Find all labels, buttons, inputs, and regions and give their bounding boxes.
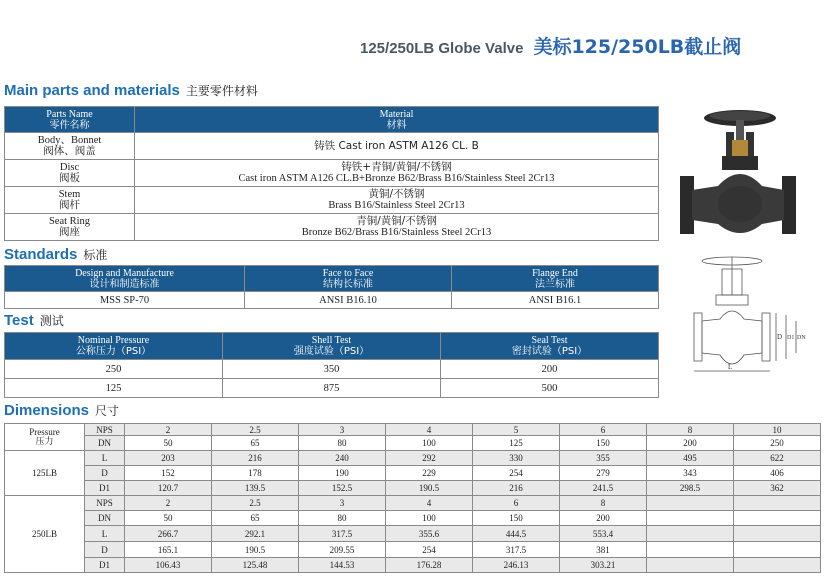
table-row [5, 558, 821, 573]
dim-cell: 2 [125, 424, 212, 436]
dim-cell: 139.5 [212, 481, 299, 496]
dim-cell [734, 542, 821, 558]
materials-header-parts: Parts Name 零件名称 [5, 107, 135, 133]
dim-cell [734, 496, 821, 511]
dim-cell: 80 [299, 436, 386, 451]
dim-cell: 4 [386, 424, 473, 436]
dim-cell: 65 [212, 511, 299, 526]
table-row: Seat Ring 阀座 青铜/黄铜/不锈钢 Bronze B62/Brass B16/Stainless Steel 2Cr13 [5, 214, 659, 241]
dim-cell: 120.7 [125, 481, 212, 496]
dim-cell: 229 [386, 466, 473, 481]
title-cn: 美标125/250LB截止阀 [533, 36, 742, 58]
valve-drawing [690, 255, 810, 380]
dim-cell: 241.5 [560, 481, 647, 496]
dim-cell: 355.6 [386, 526, 473, 542]
table-row: Disc 阀板 铸铁+青铜/黄铜/不锈钢 Cast iron ASTM A126 CL.B+Bronze B62/Brass B16/Stainless Steel 2Cr13 [5, 160, 659, 187]
dim-cell: 178 [212, 466, 299, 481]
drawing-label-l: L [728, 363, 733, 371]
dim-cell [734, 526, 821, 542]
materials-header-material: Material 材料 [135, 107, 659, 133]
dim-cell: 50 [125, 436, 212, 451]
page-title [360, 32, 741, 59]
dim-cell: 125.48 [212, 558, 299, 573]
dim-key: D1 [85, 558, 125, 573]
pressure-label: Pressure 压力 [5, 424, 85, 451]
dim-cell: 203 [125, 451, 212, 466]
dim-key: D [85, 466, 125, 481]
dim-key: L [85, 526, 125, 542]
dim-cell: 152.5 [299, 481, 386, 496]
dim-cell: 216 [212, 451, 299, 466]
title-en: 125/250LB Globe Valve [360, 40, 524, 57]
dim-cell: 254 [386, 542, 473, 558]
dim-key: L [85, 451, 125, 466]
dim-cell: 355 [560, 451, 647, 466]
dim-cell: 100 [386, 436, 473, 451]
dim-cell: 50 [125, 511, 212, 526]
dim-key: NPS [85, 424, 125, 436]
dim-cell: 279 [560, 466, 647, 481]
drawing-label-d1: D1 [787, 335, 795, 341]
dim-cell: 2.5 [212, 496, 299, 511]
test-heading: Test 测试 [4, 312, 64, 329]
dim-cell: 152 [125, 466, 212, 481]
dim-cell: 303.21 [560, 558, 647, 573]
dim-cell: 200 [647, 436, 734, 451]
dim-cell: 2.5 [212, 424, 299, 436]
table-row [5, 436, 821, 451]
dim-cell: 216 [473, 481, 560, 496]
table-row [5, 526, 821, 542]
dim-cell [734, 511, 821, 526]
dim-cell [647, 496, 734, 511]
dim-cell: 246.13 [473, 558, 560, 573]
dim-cell: 125 [473, 436, 560, 451]
table-row [5, 466, 821, 481]
dim-cell: 250 [734, 436, 821, 451]
dim-cell [734, 558, 821, 573]
dim-cell: 200 [560, 511, 647, 526]
valve-photo [678, 102, 798, 242]
table-row: Body、Bonnet 阀体、阀盖 铸铁 Cast iron ASTM A126 CL. B [5, 133, 659, 160]
table-row [5, 511, 821, 526]
dim-cell [647, 542, 734, 558]
table-row [5, 542, 821, 558]
dim-cell [647, 558, 734, 573]
dim-cell: 100 [386, 511, 473, 526]
dim-cell: 292 [386, 451, 473, 466]
dim-cell [647, 511, 734, 526]
group-label: 250LB [5, 496, 85, 573]
group-label: 125LB [5, 451, 85, 496]
dim-cell: 330 [473, 451, 560, 466]
dim-cell: 6 [560, 424, 647, 436]
dim-cell: 553.4 [560, 526, 647, 542]
dim-cell: 80 [299, 511, 386, 526]
materials-table [4, 106, 659, 241]
dim-cell: 8 [647, 424, 734, 436]
table-row: 250 350 200 [5, 360, 659, 379]
standards-table: Design and Manufacture 设计和制造标准 Face to Face 结构长标准 Flange End 法兰标准 MSS SP-70 ANSI B16.10 ANSI B16.1 [4, 265, 659, 309]
table-row: MSS SP-70 ANSI B16.10 ANSI B16.1 [5, 292, 659, 309]
dim-cell: 362 [734, 481, 821, 496]
dim-cell [647, 526, 734, 542]
standards-heading: Standards 标准 [4, 246, 108, 263]
dim-cell: 240 [299, 451, 386, 466]
dim-key: D [85, 542, 125, 558]
dim-cell: 298.5 [647, 481, 734, 496]
dim-key: D1 [85, 481, 125, 496]
dim-cell: 190 [299, 466, 386, 481]
dim-cell: 150 [560, 436, 647, 451]
dim-cell: 150 [473, 511, 560, 526]
dim-cell: 8 [560, 496, 647, 511]
dim-key: DN [85, 511, 125, 526]
dim-cell: 343 [647, 466, 734, 481]
dim-key: NPS [85, 496, 125, 511]
dim-cell: 3 [299, 496, 386, 511]
table-row [5, 496, 821, 511]
dim-cell: 317.5 [473, 542, 560, 558]
dim-cell: 4 [386, 496, 473, 511]
dim-cell: 176.28 [386, 558, 473, 573]
dim-cell: 190.5 [386, 481, 473, 496]
table-row [5, 451, 821, 466]
dim-cell: 495 [647, 451, 734, 466]
dim-cell: 622 [734, 451, 821, 466]
dim-cell: 209.55 [299, 542, 386, 558]
dim-cell: 406 [734, 466, 821, 481]
dimensions-table [4, 423, 821, 573]
dim-cell: 10 [734, 424, 821, 436]
dim-cell: 65 [212, 436, 299, 451]
dim-cell: 254 [473, 466, 560, 481]
table-row: Stem 阀杆 黄铜/不锈钢 Brass B16/Stainless Steel 2Cr13 [5, 187, 659, 214]
drawing-label-d: D [777, 333, 783, 341]
dim-cell: 144.53 [299, 558, 386, 573]
dim-key: DN [85, 436, 125, 451]
dim-cell: 2 [125, 496, 212, 511]
dim-cell: 165.1 [125, 542, 212, 558]
dim-cell: 317.5 [299, 526, 386, 542]
materials-heading: Main parts and materials 主要零件材料 [4, 82, 258, 99]
table-row: 125 875 500 [5, 379, 659, 398]
dim-cell: 106.43 [125, 558, 212, 573]
dim-cell: 266.7 [125, 526, 212, 542]
test-table: Nominal Pressure 公称压力（PSI） Shell Test 强度试验（PSI） Seal Test 密封试验（PSI） 250 350 200 125 875 500 [4, 332, 659, 398]
table-row [5, 481, 821, 496]
dim-cell: 6 [473, 496, 560, 511]
dim-cell: 444.5 [473, 526, 560, 542]
drawing-label-dn: DN [797, 335, 806, 341]
dim-cell: 381 [560, 542, 647, 558]
dim-cell: 3 [299, 424, 386, 436]
dim-cell: 292.1 [212, 526, 299, 542]
dim-cell: 190.5 [212, 542, 299, 558]
dimensions-heading: Dimensions 尺寸 [4, 402, 120, 419]
table-row [5, 424, 821, 436]
dim-cell: 5 [473, 424, 560, 436]
